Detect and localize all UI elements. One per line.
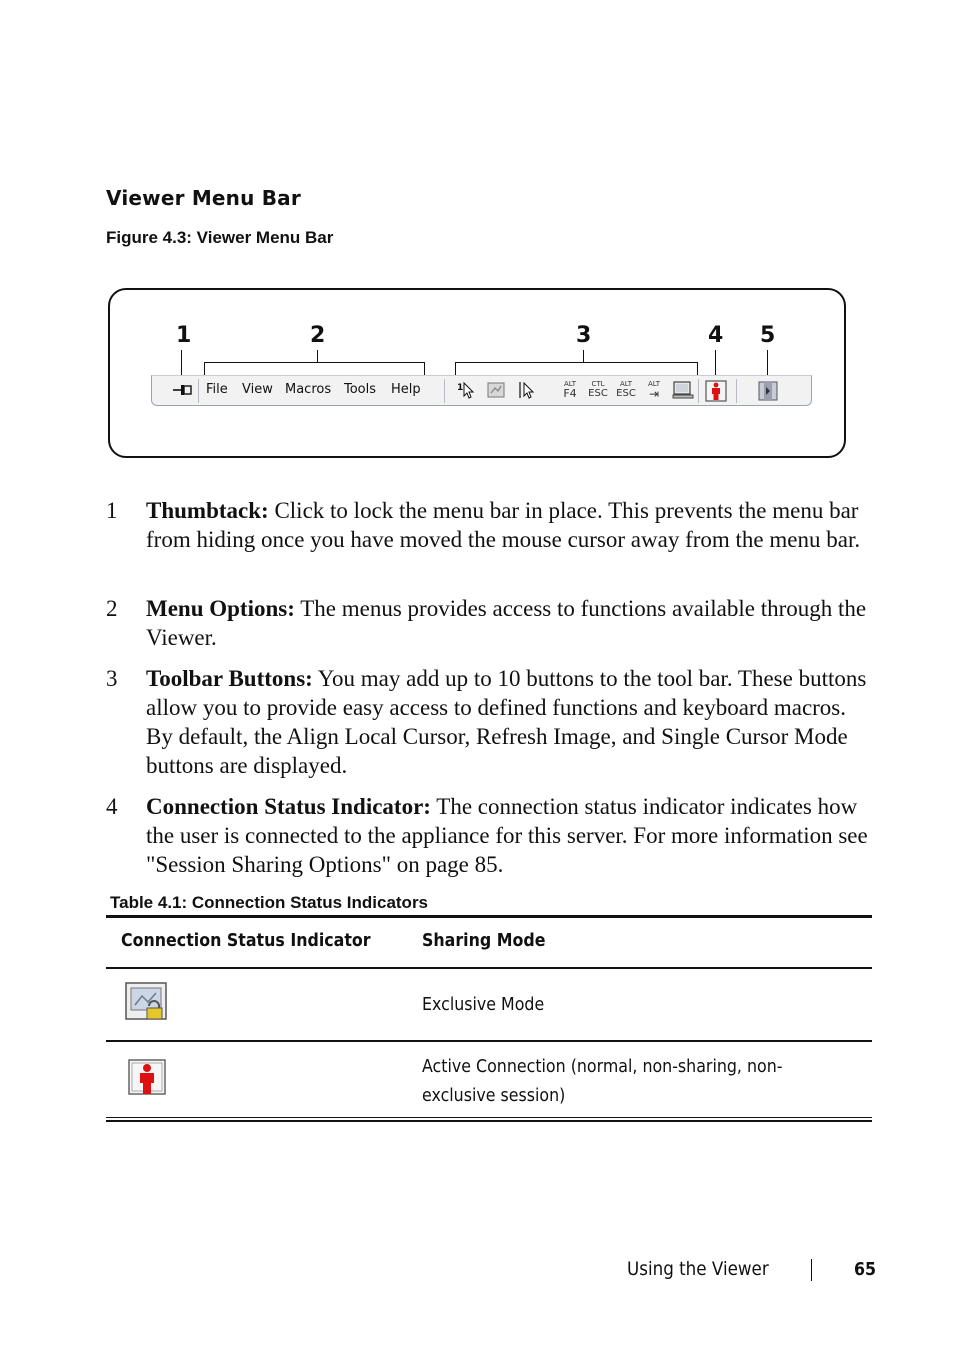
sharing-mode-line: Active Connection (normal, non-sharing, non- (422, 1056, 783, 1077)
section-heading: Viewer Menu Bar (106, 186, 301, 210)
list-description: You may add up to 10 buttons to the tool bar. These buttons allow you to provide easy access to defined functions and keyboard macros. By default, the Align Local Cursor, Refresh Image, and Single Cursor Mode buttons are displayed. (146, 666, 867, 778)
menubar-separator (444, 379, 445, 403)
exclusive-lock-icon (124, 981, 170, 1026)
callout-3: 3 (576, 323, 592, 348)
list-text (146, 792, 876, 879)
callout-1: 1 (176, 323, 192, 348)
refresh-image-icon[interactable] (486, 380, 506, 400)
macro-key-top: ALT (647, 380, 660, 388)
svg-text:1: 1 (457, 383, 464, 393)
table-header-mode: Sharing Mode (422, 930, 546, 951)
list-description: The menus provides access to functions available through the Viewer. (146, 596, 867, 650)
thumbtack-icon[interactable] (172, 380, 192, 400)
active-connection-icon (127, 1058, 169, 1103)
list-term: Toolbar Buttons: (146, 666, 313, 691)
footer-section: Using the Viewer (627, 1258, 769, 1280)
screen-icon[interactable] (672, 380, 692, 400)
connection-status-icon (705, 380, 725, 400)
callout-4: 4 (708, 323, 724, 348)
menu-tools[interactable]: Tools (344, 382, 377, 397)
table-bottom-rule (106, 1117, 872, 1118)
list-text (146, 594, 876, 652)
list-number: 2 (106, 596, 118, 621)
menu-macros[interactable]: Macros (285, 382, 332, 397)
macro-key-bottom: F4 (563, 387, 577, 400)
menu-file[interactable]: File (206, 382, 228, 397)
figure-caption: Figure 4.3: Viewer Menu Bar (106, 228, 334, 247)
align-cursor-icon[interactable] (456, 380, 476, 400)
footer-divider (811, 1259, 812, 1281)
sharing-mode-line: exclusive session) (422, 1085, 566, 1106)
table-caption: Table 4.1: Connection Status Indicators (110, 893, 429, 912)
viewer-menu-bar (151, 375, 812, 406)
callout-2: 2 (310, 323, 326, 348)
macro-key-top: ALT (563, 380, 576, 388)
macro-key-bottom: ESC (588, 388, 608, 399)
callout-2-stem (317, 350, 318, 362)
table-header-indicator: Connection Status Indicator (121, 930, 371, 951)
menu-view[interactable]: View (242, 382, 273, 397)
menubar-separator (736, 379, 737, 403)
list-number: 1 (106, 498, 118, 523)
menubar-separator (698, 379, 699, 403)
callout-5-leader (767, 350, 768, 376)
exit-icon[interactable] (757, 380, 777, 400)
list-term: Thumbtack: (146, 498, 269, 523)
macro-alt-esc-icon[interactable] (616, 380, 636, 400)
list-number: 4 (106, 794, 118, 819)
callout-4-leader (715, 350, 716, 376)
list-number: 3 (106, 666, 118, 691)
macro-key-top: CTL (591, 380, 605, 388)
list-term: Connection Status Indicator: (146, 794, 431, 819)
list-description: The connection status indicator indicates how the user is connected to the appliance for this server. For more information see "Session Sharing Options" on page 85. (146, 794, 868, 877)
menubar-separator (198, 379, 199, 403)
macro-key-bottom: ESC (616, 388, 636, 399)
macro-alt-tab-icon[interactable] (644, 380, 664, 400)
macro-alt-f4-icon[interactable] (560, 380, 580, 400)
macro-key-top: ALT (619, 380, 632, 388)
callout-3-stem (583, 350, 584, 362)
table-top-rule (106, 915, 872, 918)
page-number: 65 (854, 1259, 877, 1280)
single-cursor-icon[interactable] (516, 380, 536, 400)
list-text (146, 664, 876, 780)
sharing-mode-cell: Exclusive Mode (422, 994, 545, 1015)
table-bottom-rule (106, 1120, 872, 1122)
list-term: Menu Options: (146, 596, 295, 621)
table-row-rule (106, 1040, 872, 1042)
list-text (146, 496, 876, 554)
sharing-mode-cell (422, 1052, 782, 1110)
table-header-rule (106, 967, 872, 969)
macro-key-bottom: ⇥ (648, 387, 660, 401)
macro-ctl-esc-icon[interactable] (588, 380, 608, 400)
list-description: Click to lock the menu bar in place. This prevents the menu bar from hiding once you have moved the mouse cursor away from the menu bar. (146, 498, 861, 552)
menu-help[interactable]: Help (391, 382, 421, 397)
callout-5: 5 (760, 323, 776, 348)
